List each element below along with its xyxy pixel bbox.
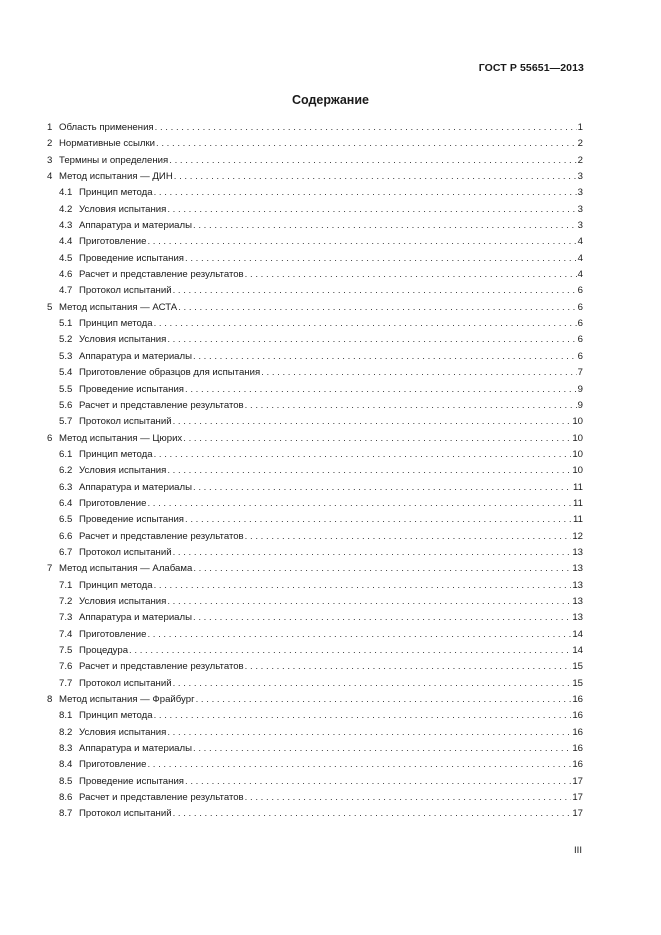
toc-entry-page: 17 bbox=[572, 792, 583, 804]
toc-entry-title: Протокол испытаний bbox=[79, 808, 172, 820]
toc-entry[interactable] bbox=[47, 741, 583, 757]
toc-entry-number: 8.1 bbox=[59, 710, 73, 722]
toc-entry[interactable] bbox=[47, 512, 583, 528]
toc-entry-number: 5.5 bbox=[59, 383, 73, 395]
toc-entry-title: Проведение испытания bbox=[79, 775, 184, 787]
toc-entry-title: Метод испытания — Алабама bbox=[59, 563, 193, 575]
toc-entry[interactable] bbox=[47, 300, 583, 316]
toc-entry[interactable] bbox=[47, 545, 583, 561]
toc-entry-title: Аппаратура и материалы bbox=[79, 220, 193, 232]
toc-entry-number: 5.4 bbox=[59, 367, 73, 379]
toc-entry[interactable] bbox=[47, 218, 583, 234]
toc-entry[interactable] bbox=[47, 251, 583, 267]
toc-entry[interactable] bbox=[47, 692, 583, 708]
toc-entry-number: 8.6 bbox=[59, 792, 73, 804]
toc-entry[interactable] bbox=[47, 398, 583, 414]
toc-dot-leader bbox=[193, 561, 571, 577]
toc-entry-number: 4.2 bbox=[59, 203, 73, 215]
toc-entry-number: 7.4 bbox=[59, 628, 73, 640]
toc-entry-title: Область применения bbox=[59, 122, 154, 133]
toc-entry[interactable] bbox=[47, 529, 583, 545]
toc-dot-leader bbox=[167, 463, 571, 479]
toc-dot-leader bbox=[193, 741, 571, 757]
toc-entry-number: 5.3 bbox=[59, 350, 73, 362]
toc-entry-page: 16 bbox=[572, 743, 583, 755]
toc-entry-title: Расчет и представление результатов bbox=[79, 661, 244, 673]
toc-entry-number: 6.2 bbox=[59, 465, 73, 477]
toc-entry-number: 6.3 bbox=[59, 481, 73, 493]
toc-dot-leader bbox=[147, 627, 571, 643]
toc-entry-title: Расчет и представление результатов bbox=[79, 269, 244, 281]
toc-dot-leader bbox=[129, 643, 571, 659]
toc-entry-page: 4 bbox=[577, 252, 583, 264]
toc-entry[interactable] bbox=[47, 349, 583, 365]
toc-entry-title: Условия испытания bbox=[79, 203, 167, 215]
toc-entry-number: 4.1 bbox=[59, 187, 73, 199]
toc-entry[interactable] bbox=[47, 708, 583, 724]
toc-entry[interactable] bbox=[47, 431, 583, 447]
toc-entry-page: 9 bbox=[577, 383, 583, 395]
page-number: III bbox=[574, 845, 582, 856]
toc-entry-page: 6 bbox=[577, 301, 583, 313]
toc-entry[interactable] bbox=[47, 659, 583, 675]
toc-entry[interactable] bbox=[47, 594, 583, 610]
toc-entry-title: Принцип метода bbox=[79, 448, 153, 460]
toc-dot-leader bbox=[154, 316, 577, 332]
toc-entry-title: Метод испытания — АСТА bbox=[59, 301, 178, 313]
toc-entry-number: 7.7 bbox=[59, 677, 73, 689]
toc-entry-page: 13 bbox=[572, 546, 583, 558]
toc-entry-title: Расчет и представление результатов bbox=[79, 792, 244, 804]
toc-entry-number: 8.4 bbox=[59, 759, 73, 771]
toc-entry-number: 6 bbox=[47, 432, 53, 444]
toc-entry-number: 5.2 bbox=[59, 334, 73, 346]
toc-entry-page: 10 bbox=[572, 448, 583, 460]
toc-entry-page: 16 bbox=[572, 726, 583, 738]
toc-entry-title: Приготовление bbox=[79, 759, 147, 771]
toc-dot-leader bbox=[261, 365, 577, 381]
toc-entry[interactable] bbox=[47, 153, 583, 169]
toc-entry-number: 6.6 bbox=[59, 530, 73, 542]
toc-entry-title: Условия испытания bbox=[79, 726, 167, 738]
toc-entry-title: Аппаратура и материалы bbox=[79, 612, 193, 624]
toc-entry[interactable] bbox=[47, 234, 583, 250]
toc-title: Содержание bbox=[291, 93, 369, 107]
table-of-contents bbox=[47, 120, 583, 823]
toc-dot-leader bbox=[183, 431, 571, 447]
toc-dot-leader bbox=[167, 725, 571, 741]
toc-dot-leader bbox=[245, 267, 577, 283]
toc-dot-leader bbox=[185, 382, 577, 398]
toc-entry-page: 16 bbox=[572, 694, 583, 706]
toc-entry-page: 6 bbox=[577, 318, 583, 330]
toc-entry-page: 9 bbox=[577, 399, 583, 411]
toc-entry-page: 15 bbox=[572, 677, 583, 689]
toc-entry-number: 5 bbox=[47, 301, 53, 313]
toc-entry-title: Расчет и представление результатов bbox=[79, 399, 244, 411]
toc-entry-page: 12 bbox=[572, 530, 583, 542]
toc-entry-number: 4.6 bbox=[59, 269, 73, 281]
toc-entry-title: Условия испытания bbox=[79, 334, 167, 346]
toc-entry-page: 3 bbox=[577, 171, 583, 183]
toc-entry-page: 13 bbox=[572, 579, 583, 591]
toc-entry-title: Принцип метода bbox=[79, 579, 153, 591]
toc-entry-title: Расчет и представление результатов bbox=[79, 530, 244, 542]
toc-dot-leader bbox=[147, 757, 571, 773]
toc-dot-leader bbox=[147, 234, 576, 250]
toc-dot-leader bbox=[174, 169, 577, 185]
toc-entry-page: 2 bbox=[577, 138, 583, 150]
toc-entry[interactable] bbox=[47, 283, 583, 299]
toc-entry-page: 10 bbox=[572, 416, 583, 428]
toc-entry-number: 7.2 bbox=[59, 595, 73, 607]
toc-entry-number: 4 bbox=[47, 171, 53, 183]
toc-entry[interactable] bbox=[47, 774, 583, 790]
toc-entry[interactable] bbox=[47, 120, 583, 136]
toc-entry-number: 6.1 bbox=[59, 448, 73, 460]
toc-entry[interactable] bbox=[47, 185, 583, 201]
toc-entry-page: 1 bbox=[577, 122, 583, 133]
toc-entry-number: 4.3 bbox=[59, 220, 73, 232]
toc-dot-leader bbox=[156, 136, 577, 152]
toc-entry-title: Приготовление bbox=[79, 628, 147, 640]
toc-dot-leader bbox=[185, 251, 577, 267]
toc-entry-page: 3 bbox=[577, 203, 583, 215]
toc-entry-page: 10 bbox=[572, 465, 583, 477]
toc-entry-number: 5.7 bbox=[59, 416, 73, 428]
toc-entry-number: 8.3 bbox=[59, 743, 73, 755]
toc-entry-number: 2 bbox=[47, 138, 53, 150]
toc-entry[interactable] bbox=[47, 382, 583, 398]
toc-entry-page: 15 bbox=[572, 661, 583, 673]
toc-entry-title: Протокол испытаний bbox=[79, 285, 172, 297]
toc-entry-page: 7 bbox=[577, 367, 583, 379]
toc-entry[interactable] bbox=[47, 496, 583, 512]
toc-entry-title: Протокол испытаний bbox=[79, 677, 172, 689]
toc-entry[interactable] bbox=[47, 725, 583, 741]
toc-entry-number: 4.7 bbox=[59, 285, 73, 297]
toc-entry-title: Условия испытания bbox=[79, 465, 167, 477]
toc-entry-title: Термины и определения bbox=[59, 154, 169, 166]
toc-entry-page: 4 bbox=[577, 236, 583, 248]
toc-entry-number: 8.7 bbox=[59, 808, 73, 820]
toc-entry-page: 13 bbox=[572, 563, 583, 575]
toc-entry-number: 7.3 bbox=[59, 612, 73, 624]
toc-dot-leader bbox=[154, 578, 572, 594]
toc-dot-leader bbox=[173, 545, 572, 561]
toc-entry-title: Принцип метода bbox=[79, 318, 153, 330]
toc-entry-title: Метод испытания — Цюрих bbox=[59, 432, 183, 444]
toc-entry-title: Метод испытания — Фрайбург bbox=[59, 694, 195, 706]
toc-entry-page: 11 bbox=[573, 514, 583, 526]
toc-dot-leader bbox=[154, 447, 572, 463]
toc-dot-leader bbox=[154, 185, 577, 201]
toc-entry-title: Протокол испытаний bbox=[79, 416, 172, 428]
toc-entry-page: 14 bbox=[572, 628, 583, 640]
document-code: ГОСТ Р 55651—2013 bbox=[478, 62, 584, 74]
toc-entry-number: 5.1 bbox=[59, 318, 73, 330]
toc-dot-leader bbox=[245, 659, 572, 675]
toc-dot-leader bbox=[173, 414, 572, 430]
toc-entry-title: Проведение испытания bbox=[79, 383, 184, 395]
toc-entry-page: 3 bbox=[577, 220, 583, 232]
toc-entry-page: 16 bbox=[572, 759, 583, 771]
toc-entry[interactable] bbox=[47, 757, 583, 773]
toc-dot-leader bbox=[245, 398, 577, 414]
toc-entry-page: 4 bbox=[577, 269, 583, 281]
toc-entry[interactable] bbox=[47, 790, 583, 806]
toc-entry[interactable] bbox=[47, 627, 583, 643]
toc-entry-number: 3 bbox=[47, 154, 53, 166]
toc-entry[interactable] bbox=[47, 676, 583, 692]
toc-entry[interactable] bbox=[47, 169, 583, 185]
toc-entry[interactable] bbox=[47, 806, 583, 822]
toc-entry[interactable] bbox=[47, 480, 583, 496]
toc-dot-leader bbox=[173, 283, 577, 299]
toc-dot-leader bbox=[193, 218, 577, 234]
toc-dot-leader bbox=[185, 512, 572, 528]
toc-entry-title: Нормативные ссылки bbox=[59, 138, 156, 150]
toc-entry-title: Приготовление bbox=[79, 497, 147, 509]
toc-entry-number: 8 bbox=[47, 694, 53, 706]
toc-dot-leader bbox=[196, 692, 572, 708]
toc-entry-page: 11 bbox=[573, 497, 583, 509]
toc-entry-number: 8.2 bbox=[59, 726, 73, 738]
toc-entry[interactable] bbox=[47, 332, 583, 348]
toc-entry-title: Проведение испытания bbox=[79, 514, 184, 526]
toc-entry-title: Протокол испытаний bbox=[79, 546, 172, 558]
toc-entry-page: 2 bbox=[577, 154, 583, 166]
toc-entry-title: Аппаратура и материалы bbox=[79, 743, 193, 755]
toc-entry-page: 10 bbox=[572, 432, 583, 444]
toc-entry[interactable] bbox=[47, 414, 583, 430]
toc-entry-number: 1 bbox=[47, 122, 53, 133]
toc-entry-page: 14 bbox=[572, 645, 583, 656]
toc-entry-page: 6 bbox=[577, 350, 583, 362]
toc-entry-number: 6.5 bbox=[59, 514, 73, 526]
toc-entry-title: Условия испытания bbox=[79, 595, 167, 607]
toc-dot-leader bbox=[185, 774, 571, 790]
toc-entry[interactable] bbox=[47, 561, 583, 577]
toc-entry-page: 11 bbox=[573, 481, 583, 493]
toc-dot-leader bbox=[178, 300, 576, 316]
toc-entry[interactable] bbox=[47, 610, 583, 626]
toc-entry-page: 6 bbox=[577, 334, 583, 346]
toc-dot-leader bbox=[155, 120, 577, 136]
toc-entry-number: 7.5 bbox=[59, 645, 73, 656]
toc-dot-leader bbox=[173, 806, 572, 822]
toc-entry-title: Процедура bbox=[79, 645, 129, 656]
toc-entry-page: 13 bbox=[572, 612, 583, 624]
toc-dot-leader bbox=[167, 202, 576, 218]
toc-dot-leader bbox=[167, 594, 571, 610]
toc-entry-title: Проведение испытания bbox=[79, 252, 184, 264]
toc-entry[interactable] bbox=[47, 578, 583, 594]
toc-entry[interactable] bbox=[47, 365, 583, 381]
toc-entry-title: Аппаратура и материалы bbox=[79, 350, 193, 362]
toc-entry-number: 4.5 bbox=[59, 252, 73, 264]
toc-entry-number: 8.5 bbox=[59, 775, 73, 787]
toc-entry-page: 16 bbox=[572, 710, 583, 722]
toc-entry-page: 6 bbox=[577, 285, 583, 297]
toc-entry-title: Принцип метода bbox=[79, 187, 153, 199]
toc-dot-leader bbox=[193, 480, 572, 496]
toc-entry-number: 4.4 bbox=[59, 236, 73, 248]
toc-entry[interactable] bbox=[47, 643, 583, 659]
toc-entry-title: Приготовление образцов для испытания bbox=[79, 367, 261, 379]
toc-entry-title: Метод испытания — ДИН bbox=[59, 171, 173, 183]
toc-dot-leader bbox=[245, 529, 572, 545]
toc-entry[interactable] bbox=[47, 267, 583, 283]
toc-entry[interactable] bbox=[47, 202, 583, 218]
toc-entry-title: Аппаратура и материалы bbox=[79, 481, 193, 493]
toc-dot-leader bbox=[169, 153, 576, 169]
toc-entry[interactable] bbox=[47, 316, 583, 332]
toc-entry-page: 17 bbox=[572, 808, 583, 820]
toc-entry-page: 13 bbox=[572, 595, 583, 607]
toc-dot-leader bbox=[154, 708, 572, 724]
toc-entry-title: Принцип метода bbox=[79, 710, 153, 722]
toc-dot-leader bbox=[193, 610, 571, 626]
toc-entry-number: 5.6 bbox=[59, 399, 73, 411]
toc-dot-leader bbox=[245, 790, 572, 806]
toc-entry-number: 7.6 bbox=[59, 661, 73, 673]
toc-entry[interactable] bbox=[47, 136, 583, 152]
toc-entry-number: 7 bbox=[47, 563, 53, 575]
toc-dot-leader bbox=[193, 349, 577, 365]
toc-entry-page: 17 bbox=[572, 775, 583, 787]
toc-entry-number: 7.1 bbox=[59, 579, 73, 591]
toc-entry[interactable] bbox=[47, 447, 583, 463]
toc-dot-leader bbox=[147, 496, 572, 512]
toc-entry-page: 3 bbox=[577, 187, 583, 199]
toc-entry[interactable] bbox=[47, 463, 583, 479]
toc-entry-title: Приготовление bbox=[79, 236, 147, 248]
toc-entry-number: 6.4 bbox=[59, 497, 73, 509]
toc-dot-leader bbox=[173, 676, 572, 692]
toc-entry-number: 6.7 bbox=[59, 546, 73, 558]
toc-dot-leader bbox=[167, 332, 576, 348]
